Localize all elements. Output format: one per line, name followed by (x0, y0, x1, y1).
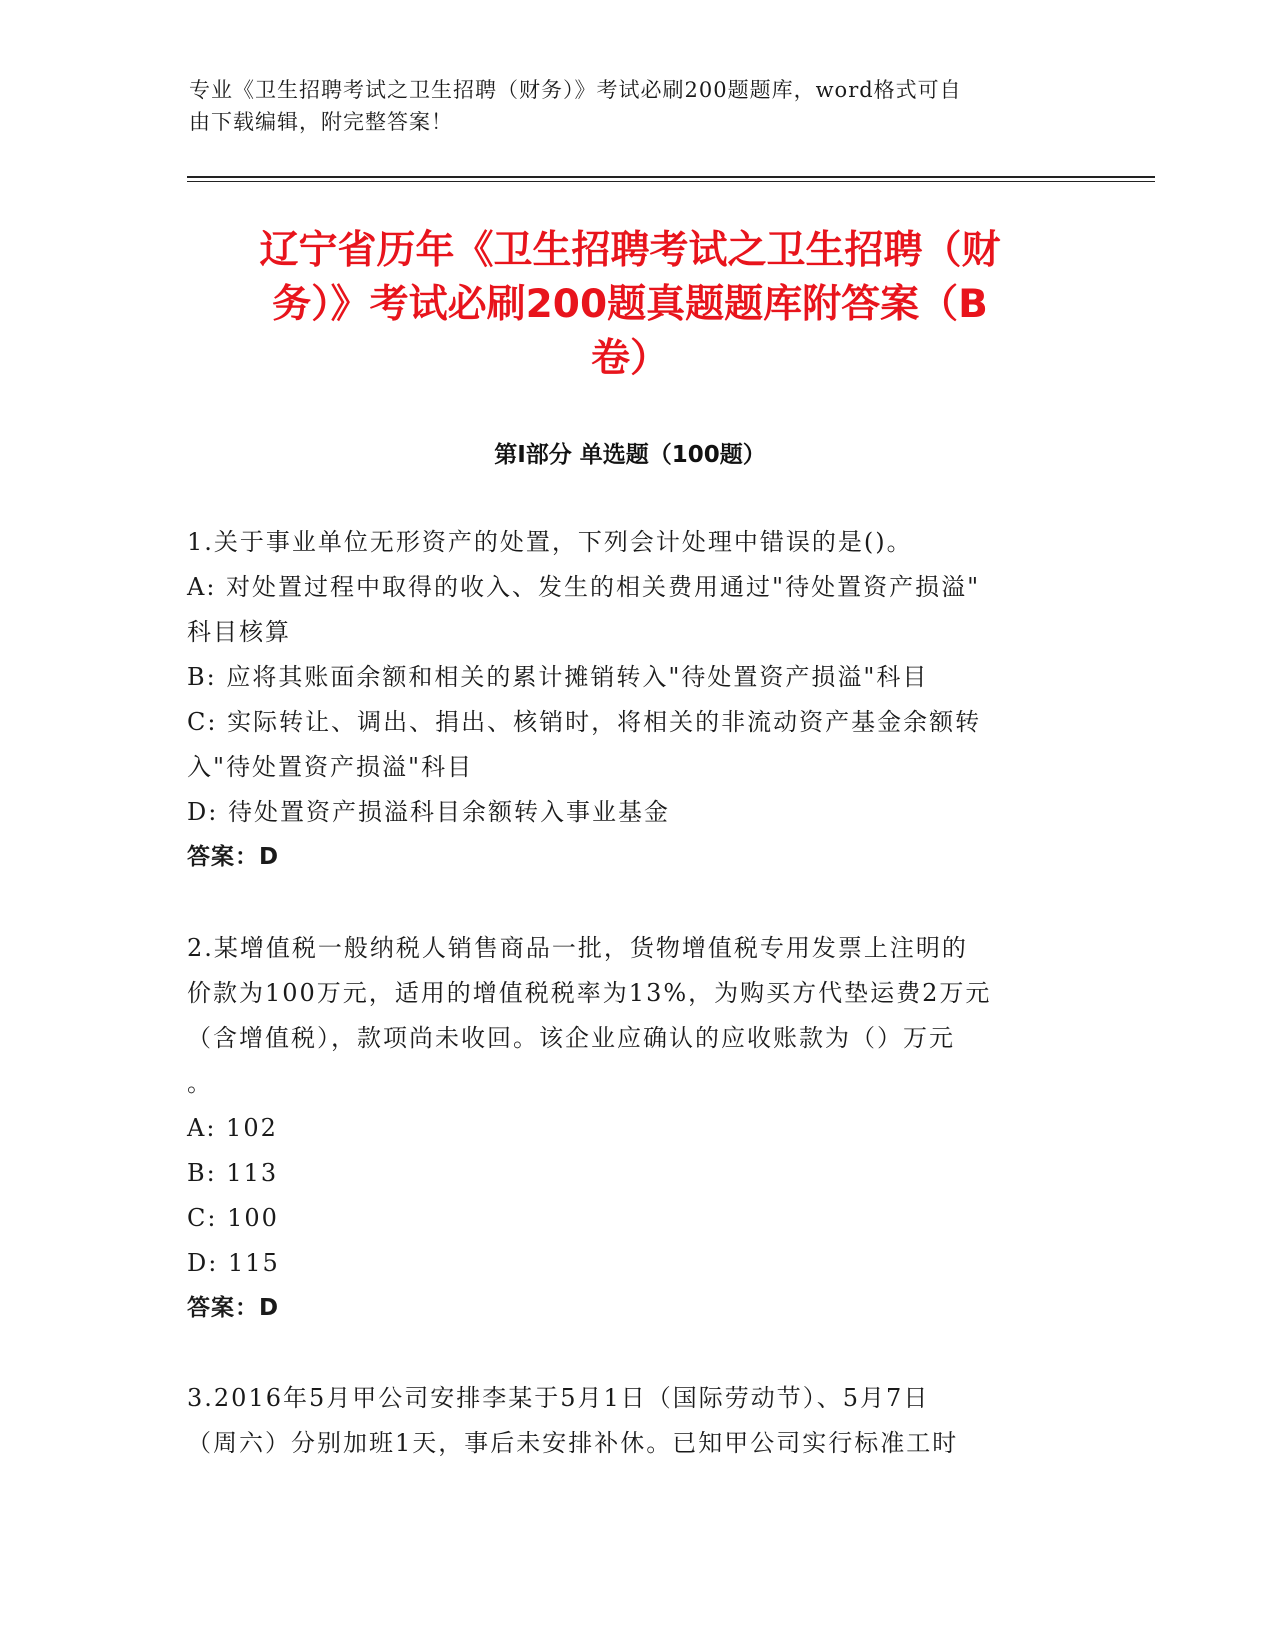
question-stem: 1.关于事业单位无形资产的处置，下列会计处理中错误的是()。 (187, 528, 913, 556)
section-title: 第Ⅰ部分 单选题（100题） (494, 442, 766, 468)
question-1 (187, 520, 1077, 880)
header-note-line: 由下载编辑，附完整答案！ (189, 110, 453, 134)
option-c: C: 100 (187, 1204, 279, 1232)
question-3 (187, 1376, 1077, 1466)
question-stem-cont: （周六）分别加班1天，事后未安排补休。已知甲公司实行标准工时 (187, 1429, 959, 1457)
question-stem-cont: （含增值税），款项尚未收回。该企业应确认的应收账款为（）万元 (187, 1024, 955, 1052)
header-rule-thin (187, 181, 1155, 182)
option-a: A: 对处置过程中取得的收入、发生的相关费用通过"待处置资产损溢" (187, 573, 981, 601)
question-stem: 3.2016年5月甲公司安排李某于5月1日（国际劳动节）、5月7日 (187, 1384, 930, 1412)
option-d: D: 115 (187, 1249, 280, 1277)
title-line: 务）》考试必刷200题真题题库附答案（B (272, 282, 988, 327)
header-note-line: 专业《卫生招聘考试之卫生招聘（财务）》考试必刷200题题库，word格式可自 (189, 78, 962, 102)
question-2 (187, 926, 1077, 1331)
option-a: A: 102 (187, 1114, 278, 1142)
option-a-cont: 科目核算 (187, 618, 291, 646)
option-b: B: 应将其账面余额和相关的累计摊销转入"待处置资产损溢"科目 (187, 663, 929, 691)
question-stem: 2.某增值税一般纳税人销售商品一批，货物增值税专用发票上注明的 (187, 934, 968, 962)
answer: 答案：D (187, 844, 280, 870)
header-rule-thick (187, 176, 1155, 178)
title-line: 辽宁省历年《卫生招聘考试之卫生招聘（财 (259, 228, 1001, 273)
question-stem-cont: 。 (187, 1069, 213, 1097)
document-title (190, 224, 1070, 386)
header-note (189, 74, 1069, 138)
question-stem-cont: 价款为100万元，适用的增值税税率为13%，为购买方代垫运费2万元 (187, 979, 992, 1007)
option-c: C: 实际转让、调出、捐出、核销时，将相关的非流动资产基金余额转 (187, 708, 982, 736)
option-c-cont: 入"待处置资产损溢"科目 (187, 753, 474, 781)
title-line: 卷） (590, 336, 669, 381)
answer: 答案：D (187, 1295, 280, 1321)
option-d: D: 待处置资产损溢科目余额转入事业基金 (187, 798, 670, 826)
option-b: B: 113 (187, 1159, 279, 1187)
